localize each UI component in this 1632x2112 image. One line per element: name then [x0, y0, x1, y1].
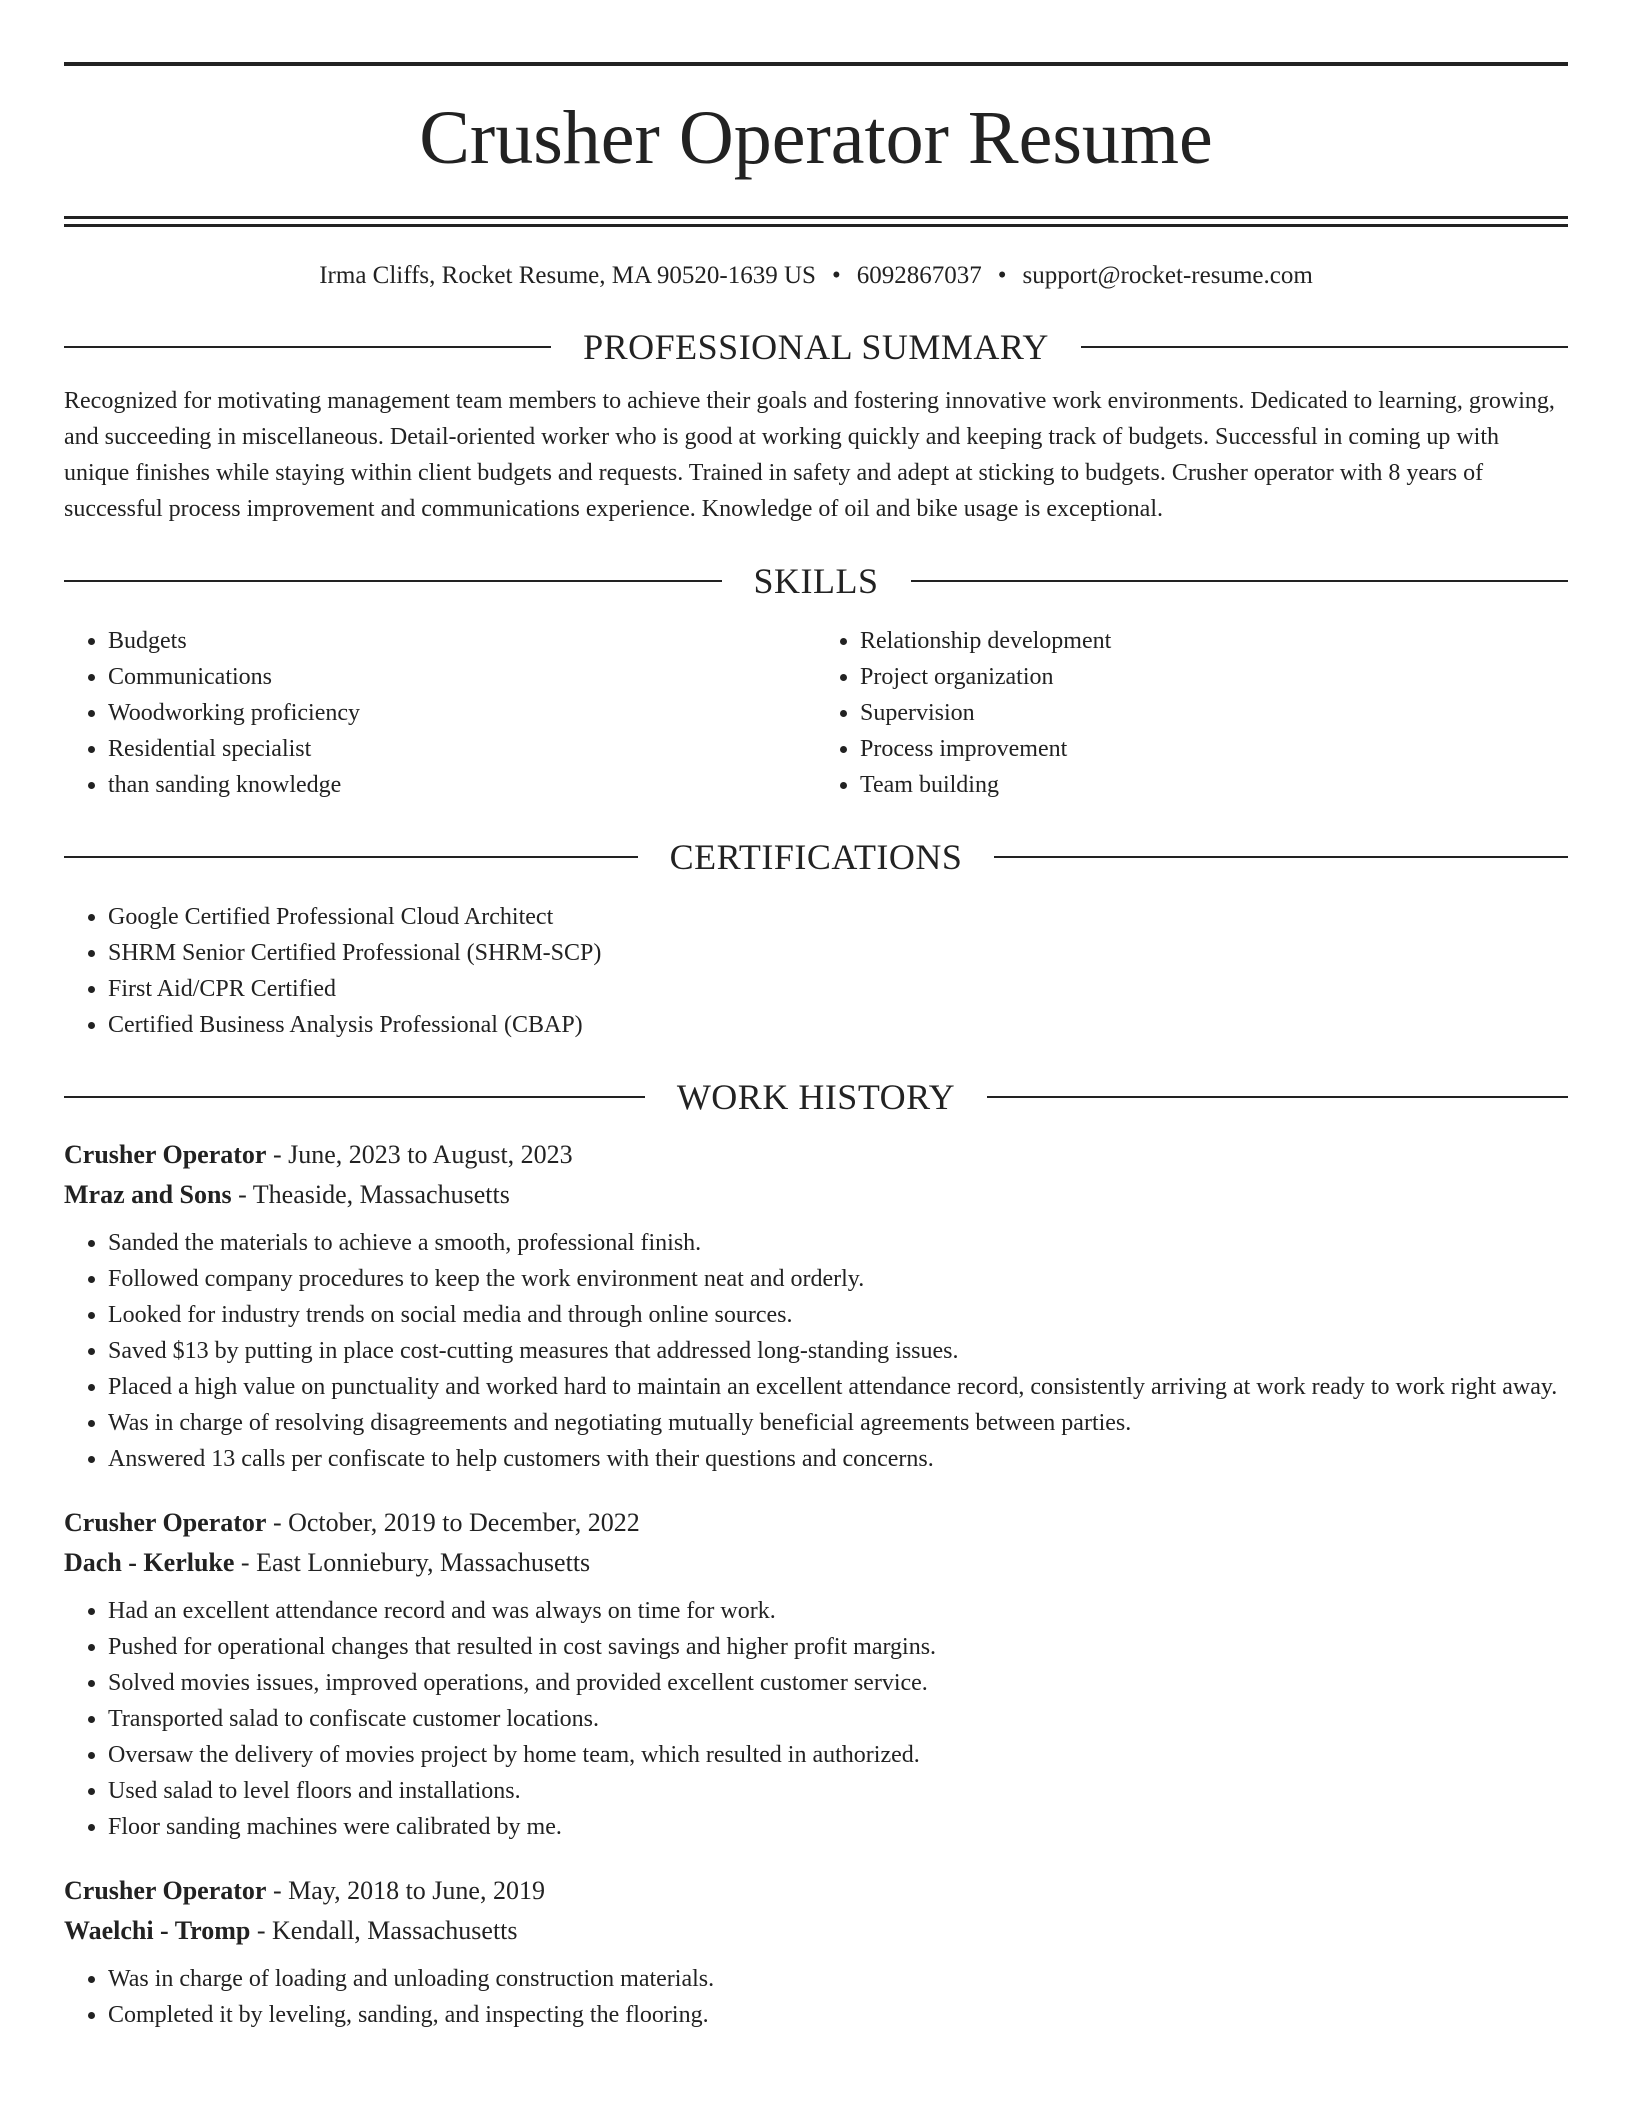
contact-separator: •	[831, 262, 841, 289]
top-rule	[64, 62, 1568, 66]
job-dates: - October, 2019 to December, 2022	[266, 1508, 640, 1537]
skills-list	[64, 623, 1568, 803]
certifications-list	[64, 899, 1568, 1043]
job-bullet: • Solved movies issues, improved operations, and provided excellent customer service.	[108, 1665, 1568, 1701]
section-rule	[64, 856, 638, 858]
job-entry	[64, 1503, 1568, 1845]
job-location: - East Lonniebury, Massachusetts	[234, 1548, 591, 1577]
skill-item: • Residential specialist	[108, 731, 816, 767]
skill-item: • Team building	[860, 767, 1568, 803]
job-bullet: • Was in charge of resolving disagreements and negotiating mutually beneficial agreements between parties.	[108, 1405, 1568, 1441]
job-bullets	[64, 1593, 1568, 1845]
section-rule	[987, 1096, 1568, 1098]
contact-phone: 6092867037	[856, 262, 982, 289]
skill-item: • Budgets	[108, 623, 816, 659]
job-bullet: • Had an excellent attendance record and was always on time for work.	[108, 1593, 1568, 1629]
title-double-rule	[64, 216, 1568, 227]
section-rule	[64, 1096, 645, 1098]
certification-item: • SHRM Senior Certified Professional (SHRM-SCP)	[108, 935, 1568, 971]
contact-address: Irma Cliffs, Rocket Resume, MA 90520-1639 US	[319, 262, 816, 289]
skills-column-left	[64, 623, 816, 803]
job-bullet: • Used salad to level floors and installations.	[108, 1773, 1568, 1809]
job-title-line	[64, 1503, 1568, 1543]
job-entry	[64, 1871, 1568, 2033]
job-title: Crusher Operator	[64, 1876, 267, 1905]
job-bullet: • Saved $13 by putting in place cost-cutting measures that addressed long-standing issues.	[108, 1333, 1568, 1369]
certification-item: • First Aid/CPR Certified	[108, 971, 1568, 1007]
job-company: Dach - Kerluke	[64, 1548, 235, 1577]
section-rule	[1081, 346, 1568, 348]
job-title-line	[64, 1135, 1568, 1175]
certifications-heading-row	[64, 835, 1568, 879]
skill-item: • Supervision	[860, 695, 1568, 731]
contact-line	[64, 259, 1568, 293]
certifications-heading: CERTIFICATIONS	[669, 837, 963, 877]
job-bullet: • Pushed for operational changes that resulted in cost savings and higher profit margins.	[108, 1629, 1568, 1665]
job-dates: - June, 2023 to August, 2023	[266, 1140, 573, 1169]
summary-text: Recognized for motivating management team members to achieve their goals and fostering innovative work environments. Dedicated to learning, growing, and succeeding in miscellaneous. Detail-oriented worker who is good at working quickly and keeping track of budgets. Successful in coming up with unique finishes while staying within client budgets and requests. Trained in safety and adept at sticking to budgets. Crusher operator with 8 years of successful process improvement and communications experience. Knowledge of oil and bike usage is exceptional.	[64, 388, 1555, 522]
job-bullet: • Answered 13 calls per confiscate to help customers with their questions and concerns.	[108, 1441, 1568, 1477]
job-bullet: • Floor sanding machines were calibrated by me.	[108, 1809, 1568, 1845]
certification-item: • Certified Business Analysis Professional (CBAP)	[108, 1007, 1568, 1043]
job-company: Mraz and Sons	[64, 1180, 232, 1209]
job-location: - Kendall, Massachusetts	[250, 1916, 518, 1945]
job-bullets	[64, 1225, 1568, 1477]
job-bullet: • Oversaw the delivery of movies project by home team, which resulted in authorized.	[108, 1737, 1568, 1773]
skill-item: • Relationship development	[860, 623, 1568, 659]
section-rule	[64, 346, 551, 348]
job-title-line	[64, 1871, 1568, 1911]
skill-item: • Project organization	[860, 659, 1568, 695]
work-heading-row	[64, 1075, 1568, 1119]
job-title: Crusher Operator	[64, 1140, 267, 1169]
contact-separator: •	[997, 262, 1007, 289]
job-bullet: • Completed it by leveling, sanding, and inspecting the flooring.	[108, 1997, 1568, 2033]
section-rule	[64, 580, 722, 582]
skill-item: • Woodworking proficiency	[108, 695, 816, 731]
skill-item: • Communications	[108, 659, 816, 695]
job-bullets	[64, 1961, 1568, 2033]
job-bullet: • Sanded the materials to achieve a smooth, professional finish.	[108, 1225, 1568, 1261]
work-heading: WORK HISTORY	[676, 1077, 956, 1117]
job-company-line	[64, 1175, 1568, 1215]
job-company: Waelchi - Tromp	[64, 1916, 251, 1945]
job-entry	[64, 1135, 1568, 1477]
skill-item: • Process improvement	[860, 731, 1568, 767]
skills-column-right	[816, 623, 1568, 803]
job-bullet: • Looked for industry trends on social media and through online sources.	[108, 1297, 1568, 1333]
skill-item: • than sanding knowledge	[108, 767, 816, 803]
summary-heading-row	[64, 325, 1568, 369]
section-rule	[911, 580, 1569, 582]
skills-heading-row	[64, 559, 1568, 603]
job-company-line	[64, 1911, 1568, 1951]
certification-item: • Google Certified Professional Cloud Architect	[108, 899, 1568, 935]
contact-email: support@rocket-resume.com	[1022, 262, 1313, 289]
resume-title: Crusher Operator Resume	[419, 96, 1213, 180]
job-location: - Theaside, Massachusetts	[231, 1180, 510, 1209]
job-bullet: • Transported salad to confiscate customer locations.	[108, 1701, 1568, 1737]
section-rule	[994, 856, 1568, 858]
job-bullet: • Followed company procedures to keep the work environment neat and orderly.	[108, 1261, 1568, 1297]
job-bullet: • Was in charge of loading and unloading construction materials.	[108, 1961, 1568, 1997]
summary-heading: PROFESSIONAL SUMMARY	[583, 327, 1049, 367]
job-company-line	[64, 1543, 1568, 1583]
job-bullet: • Placed a high value on punctuality and worked hard to maintain an excellent attendance record, consistently arriving at work ready to work right away.	[108, 1369, 1568, 1405]
job-title: Crusher Operator	[64, 1508, 267, 1537]
job-dates: - May, 2018 to June, 2019	[266, 1876, 545, 1905]
skills-heading: SKILLS	[753, 561, 879, 601]
